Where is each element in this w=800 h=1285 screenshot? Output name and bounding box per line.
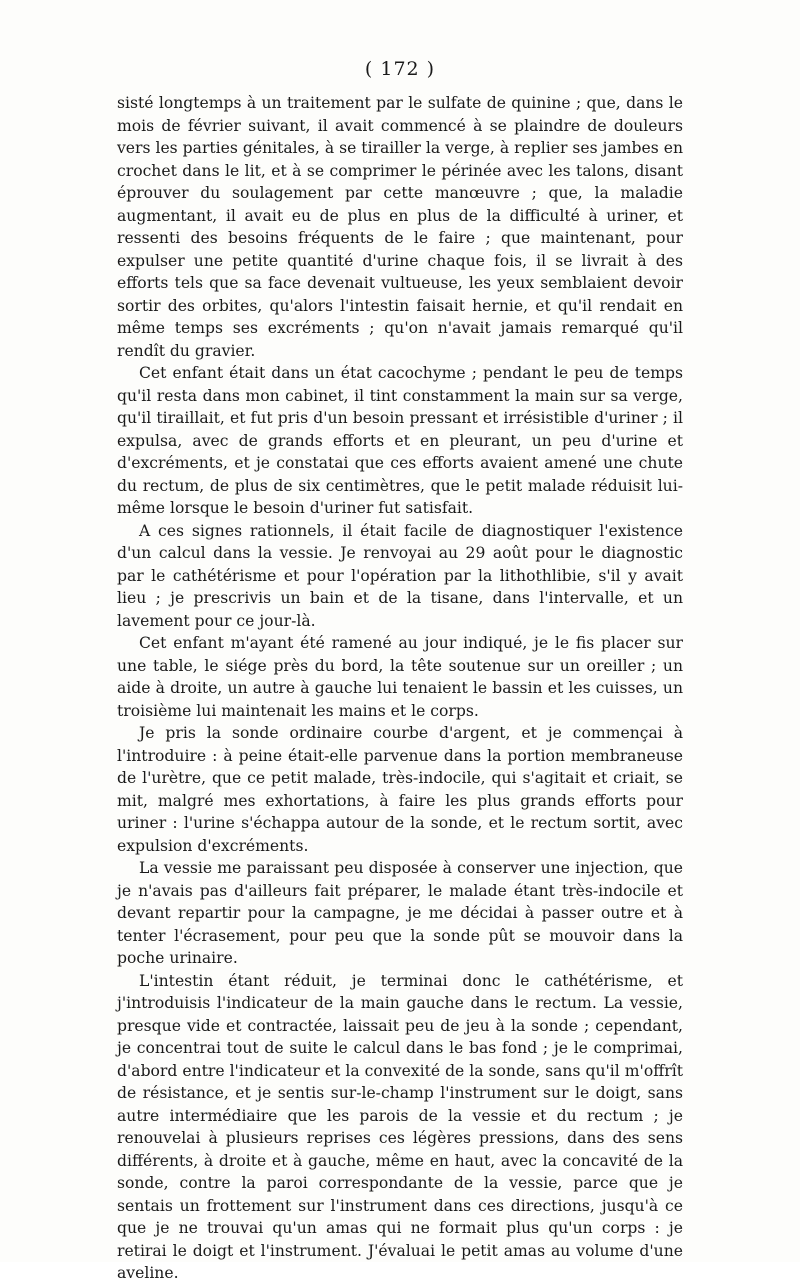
- page-number: ( 172 ): [364, 58, 436, 80]
- paragraph-5: Je pris la sonde ordinaire courbe d'argent, et je commençai à l'introduire : à peine était-elle parvenue dans la portion membraneuse de l'urètre, que ce petit malade, très-indocile, qui s'agitait et criait, se mit, malgré mes exhortations, à faire les plus grands efforts pour uriner : l'urine s'échappa autour de la sonde, et le rectum sortit, avec expulsion d'excréments.: [117, 724, 683, 855]
- paragraph-7: L'intestin étant réduit, je terminai donc le cathétérisme, et j'introduisis l'indicateur de la main gauche dans le rectum. La vessie, presque vide et contractée, laissait peu de jeu à la sonde ; cependant, je concentrai tout de suite le calcul dans le bas fond ; je le comprimai, d'abord entre l'indicateur et la convexité de la sonde, sans qu'il m'offrît de résistance, et je sentis sur-le-champ l'instrument sur le doigt, sans autre intermédiaire que les parois de la vessie et du rectum ; je renouvelai à plusieurs reprises ces légères pressions, dans des sens différents, à droite et à gauche, même en haut, avec la concavité de la sonde, contre la paroi correspondante de la vessie, parce que je sentais un frottement sur l'instrument dans ces directions, jusqu'à ce que je ne trouvai qu'un amas qui ne formait plus qu'un corps : je retirai le doigt et l'instrument. J'évaluai le petit amas au volume d'une aveline.: [117, 971, 683, 1282]
- paragraph-3: A ces signes rationnels, il était facile de diagnostiquer l'existence d'un calcul dans la vessie. Je renvoyai au 29 août pour le diagnostic par le cathétérisme et pour l'opération par la lithothlibie, s'il y avait lieu ; je prescrivis un bain et de la tisane, dans l'intervalle, et un lavement pour ce jour-là.: [117, 521, 683, 630]
- paragraph-2: Cet enfant était dans un état cacochyme ; pendant le peu de temps qu'il resta dans mon cabinet, il tint constamment la main sur sa verge, qu'il tiraillait, et fut pris d'un besoin pressant et irrésistible d'uriner ; il expulsa, avec de grands efforts et en pleurant, un peu d'urine et d'excréments, et je constatai que ces efforts avaient amené une chute du rectum, de plus de six centimètres, que le petit malade réduisit lui-même lorsque le besoin d'uriner fut satisfait.: [117, 364, 683, 517]
- body-text: [117, 92, 683, 1285]
- paragraph-1: sisté longtemps à un traitement par le sulfate de quinine ; que, dans le mois de février suivant, il avait commencé à se plaindre de douleurs vers les parties génitales, à se tirailler la verge, à replier ses jambes en crochet dans le lit, et à se comprimer le périnée avec les talons, disant éprouver du soulagement par cette manœuvre ; que, la maladie augmentant, il avait eu de plus en plus de la difficulté à uriner, et ressenti des besoins fréquents de le faire ; que maintenant, pour expulser une petite quantité d'urine chaque fois, il se livrait à des efforts tels que sa face devenait vultueuse, les yeux semblaient devoir sortir des orbites, qu'alors l'intestin faisait hernie, et qu'il rendait en même temps ses excréments ; qu'on n'avait jamais remarqué qu'il rendît du gravier.: [117, 94, 683, 360]
- paragraph-4: Cet enfant m'ayant été ramené au jour indiqué, je le fis placer sur une table, le siége près du bord, la tête soutenue sur un oreiller ; un aide à droite, un autre à gauche lui tenaient le bassin et les cuisses, un troisième lui maintenait les mains et le corps.: [117, 634, 683, 720]
- paragraph-6: La vessie me paraissant peu disposée à conserver une injection, que je n'avais pas d'ailleurs fait préparer, le malade étant très-indocile et devant repartir pour la campagne, je me décidai à passer outre et à tenter l'écrasement, pour peu que la sonde pût se mouvoir dans la poche urinaire.: [117, 859, 683, 967]
